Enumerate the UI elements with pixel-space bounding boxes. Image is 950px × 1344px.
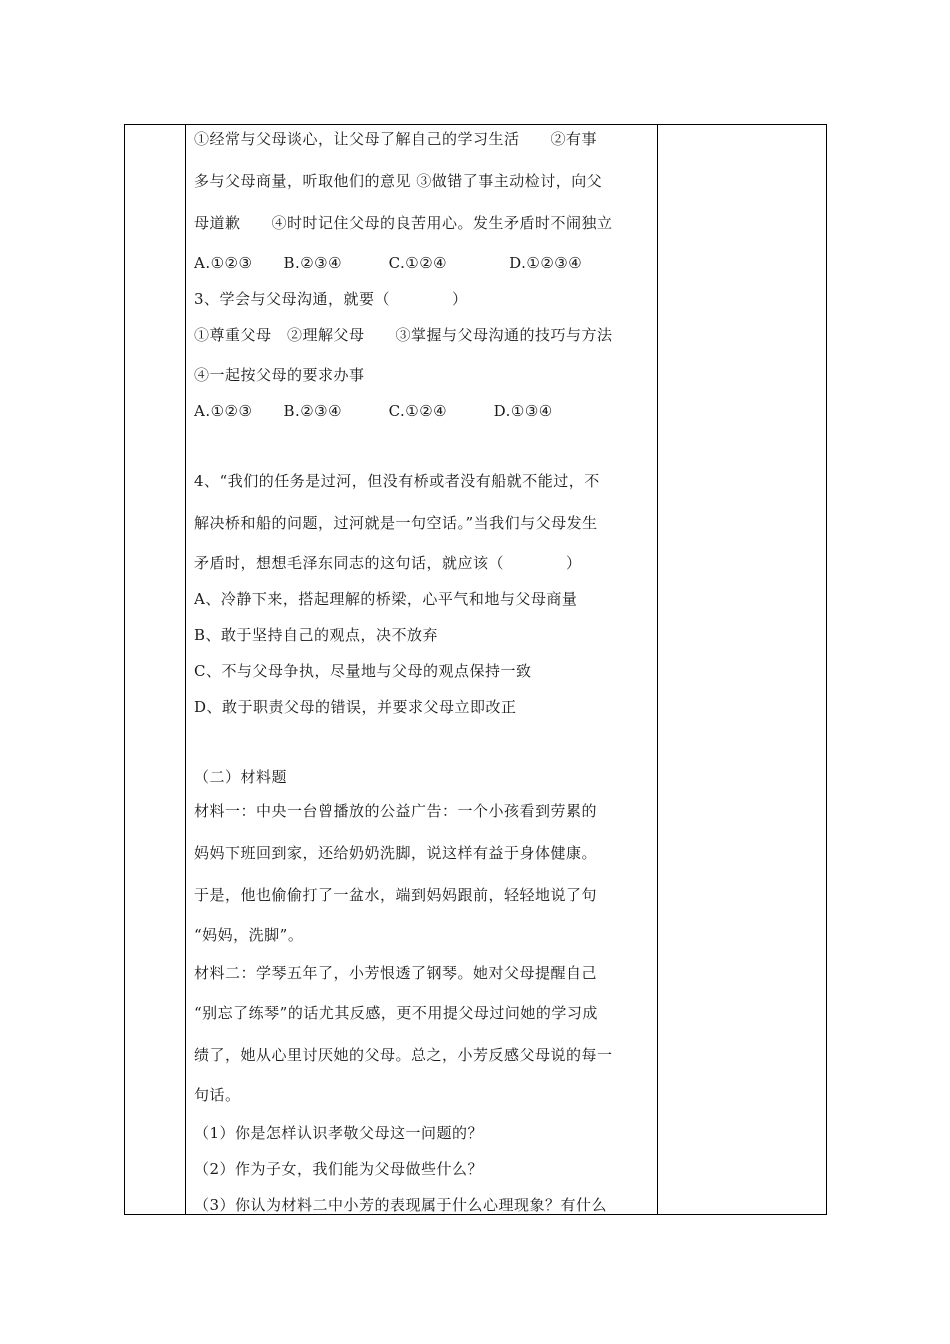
material-2-line-1: 材料二：学琴五年了，小芳恨透了钢琴。她对父母提醒自己 [194,964,598,982]
q2-options: A.①②③ B.②③④ C.①②④ D.①②③④ [194,254,583,272]
q4-line-1: 4、“我们的任务是过河，但没有桥或者没有船就不能过，不 [194,472,600,490]
q4-line-3: 矛盾时，想想毛泽东同志的这句话，就应该（ ） [194,554,582,572]
material-1-line-2: 妈妈下班回到家，还给奶奶洗脚，说这样有益于身体健康。 [194,844,598,862]
material-2-line-2: “别忘了练琴”的话尤其反感，更不用提父母过问她的学习成 [194,1004,598,1022]
question-content [194,124,654,1214]
material-1-line-1: 材料一：中央一台曾播放的公益广告：一个小孩看到劳累的 [194,802,598,820]
material-1-line-3: 于是，他也偷偷打了一盆水，端到妈妈跟前，轻轻地说了句 [194,886,598,904]
section-title: （二）材料题 [194,768,288,786]
sub-question-1: （1）你是怎样认识孝敬父母这一问题的？ [194,1124,484,1142]
q4-option-b: B、敢于坚持自己的观点，决不放弃 [194,626,439,644]
q3-line-1: ①尊重父母 ②理解父母 ③掌握与父母沟通的技巧与方法 [194,326,613,344]
material-2-line-4: 句话。 [194,1086,241,1104]
q4-option-d: D、敢于职责父母的错误，并要求父母立即改正 [194,698,517,716]
sub-question-3: （3）你认为材料二中小芳的表现属于什么心理现象？有什么 [194,1196,608,1214]
q2-line-2: 多与父母商量，听取他们的意见 ③做错了事主动检讨，向父 [194,172,603,190]
q2-line-3: 母道歉 ④时时记住父母的良苦用心。发生矛盾时不闹独立 [194,214,613,232]
sub-question-2: （2）作为子女，我们能为父母做些什么？ [194,1160,484,1178]
q3-options: A.①②③ B.②③④ C.①②④ D.①③④ [194,402,553,420]
q4-line-2: 解决桥和船的问题，过河就是一句空话。”当我们与父母发生 [194,514,598,532]
q4-option-a: A、冷静下来，搭起理解的桥梁，心平气和地与父母商量 [194,590,578,608]
q2-line-1: ①经常与父母谈心，让父母了解自己的学习生活 ②有事 [194,130,598,148]
q3-line-2: ④一起按父母的要求办事 [194,366,365,384]
q3-stem: 3、学会与父母沟通，就要（ ） [194,290,468,308]
table-divider-right [657,125,658,1214]
table-divider-left [185,125,186,1214]
material-1-line-4: “妈妈，洗脚”。 [194,926,304,944]
material-2-line-3: 绩了，她从心里讨厌她的父母。总之，小芳反感父母说的每一 [194,1046,613,1064]
q4-option-c: C、不与父母争执，尽量地与父母的观点保持一致 [194,662,532,680]
